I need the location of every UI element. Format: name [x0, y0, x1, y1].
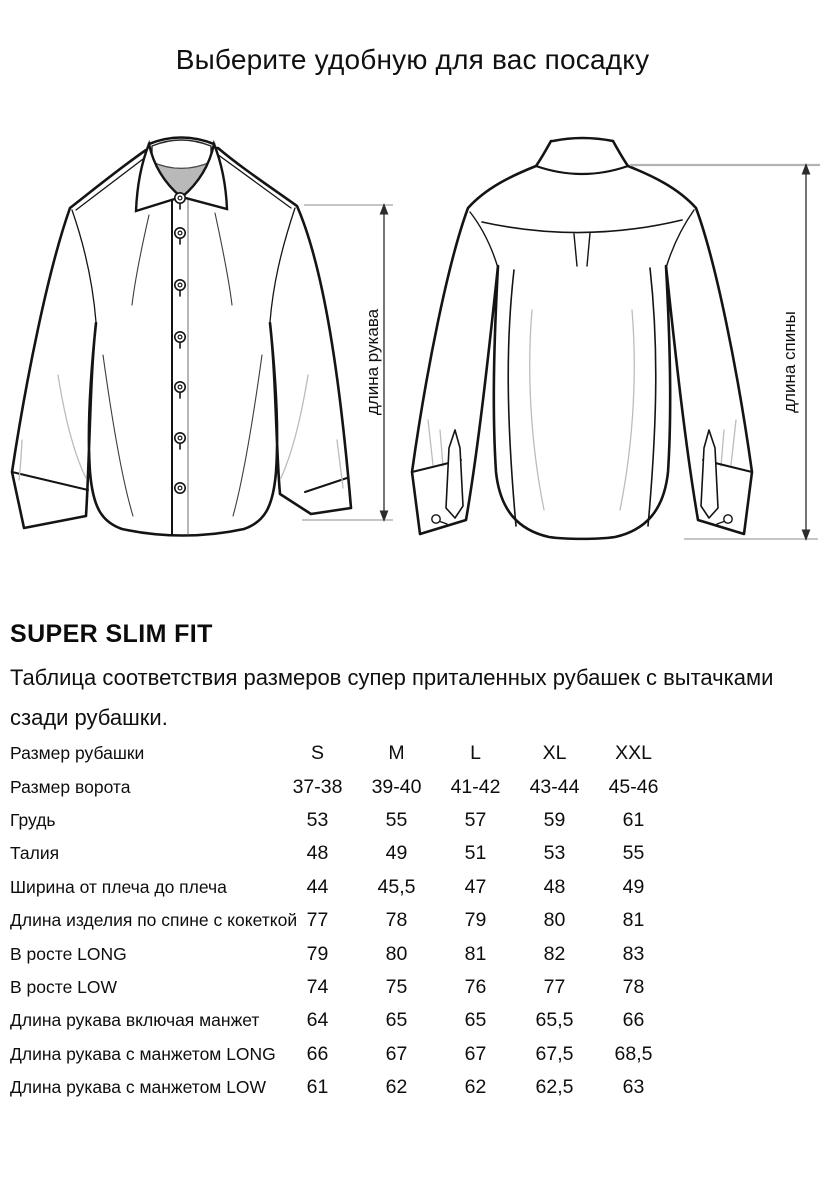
value-cell: 75 [385, 975, 408, 998]
value-cell: 47 [464, 875, 487, 898]
value-cell: 59 [543, 808, 566, 831]
value-cell: 82 [543, 942, 566, 965]
value-cell: 67 [385, 1042, 408, 1065]
size-cell: XL [542, 742, 567, 765]
size-cell: M [388, 742, 405, 765]
back-length-label: длина спины [780, 311, 799, 413]
value-cell: 79 [306, 942, 329, 965]
table-row [10, 1004, 690, 1037]
value-cell: 61 [306, 1076, 329, 1099]
table-row [10, 770, 690, 803]
value-cell: 65,5 [535, 1009, 574, 1032]
value-cell: 49 [385, 842, 408, 865]
table-row [10, 804, 690, 837]
fit-heading: SUPER SLIM FIT [10, 620, 213, 648]
table-row [10, 837, 690, 870]
row-label: Длина рукава с манжетом LONG [10, 1043, 276, 1064]
value-cell: 41-42 [450, 775, 501, 798]
value-cell: 77 [543, 975, 566, 998]
table-row-sizes [10, 737, 690, 770]
value-cell: 55 [622, 842, 645, 865]
row-label: В росте LONG [10, 943, 127, 964]
row-label: Длина рукава с манжетом LOW [10, 1077, 267, 1098]
value-cell: 81 [464, 942, 487, 965]
row-label: Грудь [10, 809, 56, 830]
value-cell: 55 [385, 808, 408, 831]
value-cell: 45,5 [377, 875, 416, 898]
value-cell: 51 [464, 842, 487, 865]
button [175, 483, 185, 493]
value-cell: 81 [622, 909, 645, 932]
value-cell: 83 [622, 942, 645, 965]
shirt-diagrams [0, 120, 825, 590]
size-table [10, 737, 690, 1104]
shirt-back-drawing [412, 138, 752, 539]
value-cell: 64 [306, 1009, 329, 1032]
value-cell: 62,5 [535, 1076, 574, 1099]
shirt-front-drawing [12, 138, 351, 536]
fit-description: Таблица соответствия размеров супер приталенных рубашек с вытачками сзади рубашки. [10, 665, 774, 730]
value-cell: 48 [543, 875, 566, 898]
row-label: Длина изделия по спине с кокеткой [10, 910, 298, 931]
row-label: Ширина от плеча до плеча [10, 876, 227, 897]
value-cell: 66 [622, 1009, 645, 1032]
value-cell: 39-40 [371, 775, 422, 798]
value-cell: 44 [306, 875, 329, 898]
value-cell: 53 [543, 842, 566, 865]
row-label: Размер рубашки [10, 743, 145, 764]
value-cell: 45-46 [608, 775, 659, 798]
table-row [10, 937, 690, 970]
value-cell: 37-38 [292, 775, 343, 798]
size-cell: L [470, 742, 481, 765]
value-cell: 48 [306, 842, 329, 865]
value-cell: 67 [464, 1042, 487, 1065]
value-cell: 79 [464, 909, 487, 932]
row-label: В росте LOW [10, 976, 118, 997]
value-cell: 65 [385, 1009, 408, 1032]
back-shirt-silhouette [412, 138, 752, 539]
value-cell: 53 [306, 808, 329, 831]
collar-band-inside [152, 140, 211, 169]
table-row [10, 904, 690, 937]
value-cell: 49 [622, 875, 645, 898]
value-cell: 57 [464, 808, 487, 831]
row-label: Размер ворота [10, 776, 131, 797]
value-cell: 78 [385, 909, 408, 932]
table-row [10, 871, 690, 904]
value-cell: 66 [306, 1042, 329, 1065]
size-cell: XXL [615, 742, 652, 765]
table-row [10, 1038, 690, 1071]
value-cell: 62 [464, 1076, 487, 1099]
table-row [10, 971, 690, 1004]
table-row [10, 1071, 690, 1104]
value-cell: 77 [306, 909, 329, 932]
value-cell: 68,5 [614, 1042, 653, 1065]
value-cell: 78 [622, 975, 645, 998]
row-label: Длина рукава включая манжет [10, 1010, 260, 1031]
value-cell: 61 [622, 808, 645, 831]
value-cell: 74 [306, 975, 329, 998]
value-cell: 76 [464, 975, 487, 998]
page-title: Выберите удобную для вас посадку [175, 44, 650, 75]
value-cell: 80 [385, 942, 408, 965]
size-cell: S [310, 742, 324, 765]
shirt-diagram-svg [0, 120, 825, 590]
value-cell: 67,5 [535, 1042, 574, 1065]
row-label: Талия [10, 843, 60, 864]
sleeve-length-label: длина рукава [363, 308, 382, 416]
value-cell: 43-44 [529, 775, 580, 798]
value-cell: 63 [622, 1076, 645, 1099]
value-cell: 62 [385, 1076, 408, 1099]
value-cell: 80 [543, 909, 566, 932]
value-cell: 65 [464, 1009, 487, 1032]
